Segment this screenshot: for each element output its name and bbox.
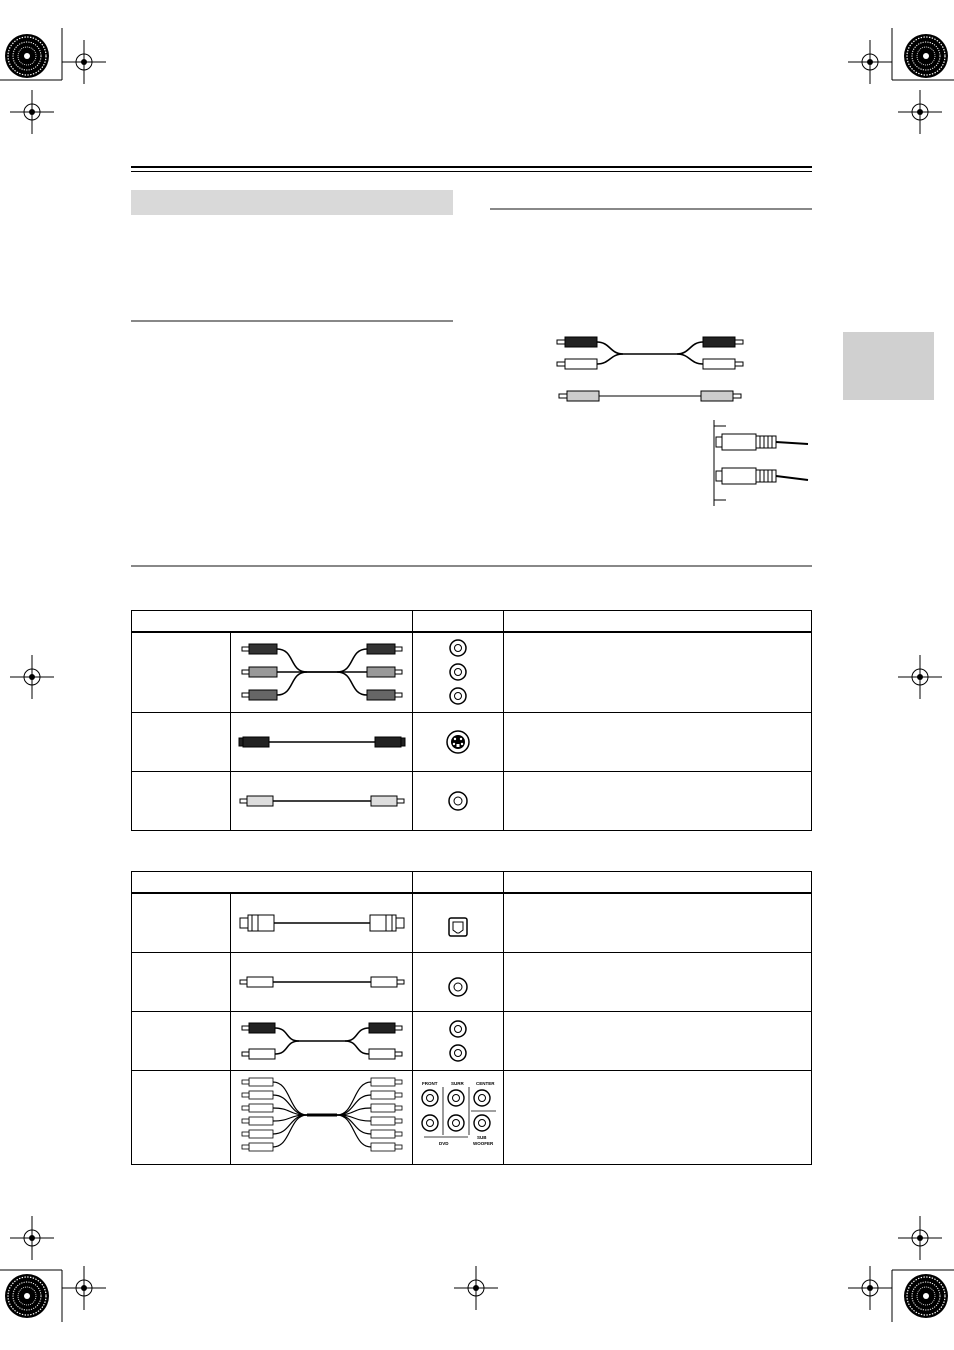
video-table-header-cable — [132, 611, 413, 633]
video-table-header-description — [504, 611, 812, 633]
component-video-cable-cell — [231, 632, 413, 712]
analog-audio-description-cell — [504, 1011, 812, 1070]
left-subsection-rule — [131, 320, 453, 322]
multichannel-jacks-icon — [418, 1077, 498, 1157]
multichannel-description-cell — [504, 1070, 812, 1164]
audio-table-header-description — [504, 872, 812, 894]
optical-cable-cell — [231, 893, 413, 952]
section-heading-bar — [131, 190, 453, 215]
multichannel-cable-cell — [231, 1070, 413, 1164]
jack-label-front: FRONT — [422, 1081, 438, 1086]
analog-audio-cable-icon — [237, 1018, 407, 1064]
coaxial-name-cell — [132, 952, 231, 1011]
optical-jack-icon — [447, 916, 469, 938]
jack-label-dvd: DVD — [439, 1141, 449, 1146]
full-width-section-rule — [131, 565, 812, 567]
header-subrule — [131, 171, 812, 172]
optical-name-cell — [132, 893, 231, 952]
coaxial-cable-cell — [231, 952, 413, 1011]
coaxial-cable-icon — [237, 972, 407, 992]
jack-label-sub: SUB — [477, 1135, 487, 1140]
jack-label-woofer: WOOFER — [473, 1141, 494, 1146]
analog-audio-cable-cell — [231, 1011, 413, 1070]
analog-audio-jacks-icon — [446, 1017, 470, 1065]
multichannel-cable-icon — [237, 1075, 407, 1159]
header-rule — [131, 166, 812, 168]
plug-insertion-illustration — [708, 420, 812, 506]
chapter-side-tab — [843, 332, 934, 400]
component-video-jacks-icon — [446, 636, 470, 708]
s-video-cable-cell — [231, 712, 413, 771]
s-video-description-cell — [504, 712, 812, 771]
audio-table-header-cable — [132, 872, 413, 894]
optical-description-cell — [504, 893, 812, 952]
component-video-jack-cell — [413, 632, 504, 712]
analog-audio-jack-cell — [413, 1011, 504, 1070]
multichannel-jack-cell — [413, 1070, 504, 1164]
composite-video-jack-icon — [446, 789, 470, 813]
composite-video-jack-cell — [413, 771, 504, 830]
s-video-cable-icon — [237, 732, 407, 752]
s-video-jack-icon — [445, 729, 471, 755]
stereo-and-composite-cable-illustration — [555, 330, 745, 410]
composite-video-cable-icon — [237, 791, 407, 811]
video-table-header-jack — [413, 611, 504, 633]
coaxial-jack-icon — [446, 975, 470, 999]
coaxial-description-cell — [504, 952, 812, 1011]
right-column-heading-rule — [490, 208, 812, 210]
component-video-cable-icon — [237, 637, 407, 707]
jack-label-surr: SURR — [451, 1081, 464, 1086]
multichannel-name-cell — [132, 1070, 231, 1164]
s-video-name-cell — [132, 712, 231, 771]
composite-video-description-cell — [504, 771, 812, 830]
s-video-jack-cell — [413, 712, 504, 771]
component-video-description-cell — [504, 632, 812, 712]
composite-video-name-cell — [132, 771, 231, 830]
component-video-name-cell — [132, 632, 231, 712]
video-connections-table — [131, 610, 812, 831]
jack-label-center: CENTER — [476, 1081, 495, 1086]
coaxial-jack-cell — [413, 952, 504, 1011]
composite-video-cable-cell — [231, 771, 413, 830]
analog-audio-name-cell — [132, 1011, 231, 1070]
audio-connections-table — [131, 871, 812, 1165]
optical-jack-cell — [413, 893, 504, 952]
audio-table-header-jack — [413, 872, 504, 894]
optical-cable-icon — [236, 912, 408, 934]
